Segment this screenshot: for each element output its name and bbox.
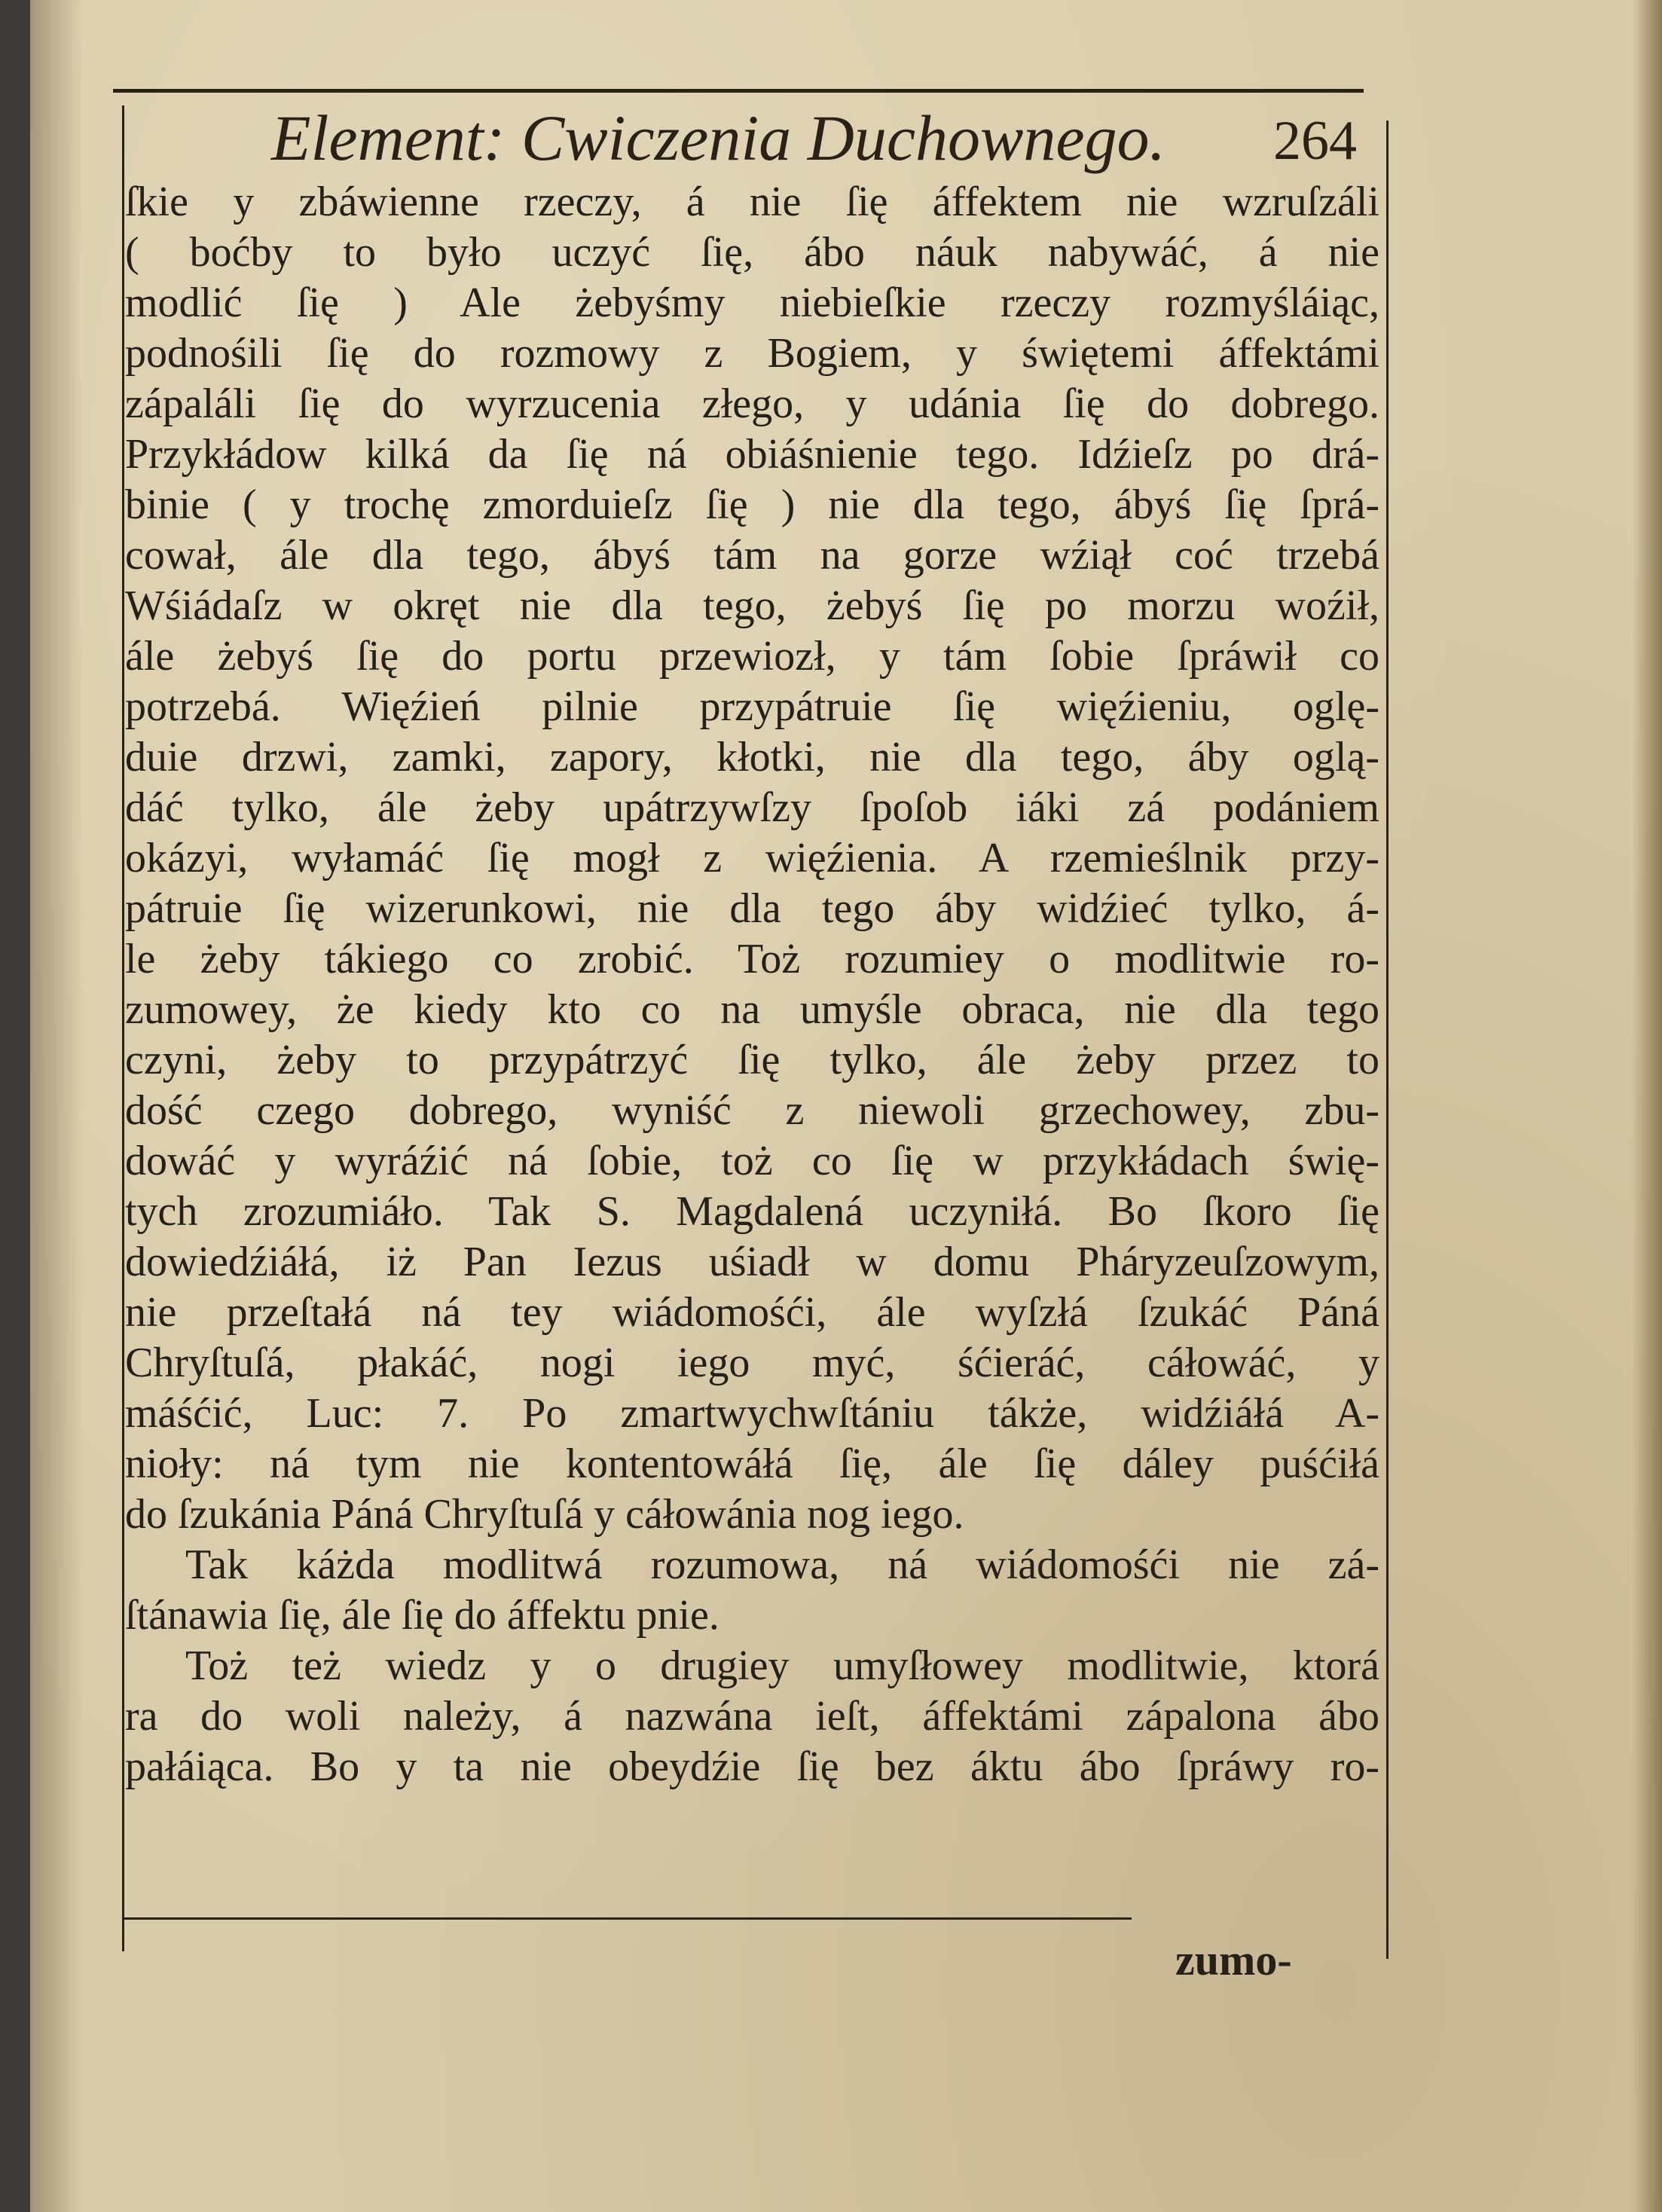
body-text bbox=[125, 177, 1379, 1792]
page-edge bbox=[1632, 0, 1662, 2212]
text-line: zumowey, że kiedy kto co na umyśle obraca, nie dla tego bbox=[125, 986, 1379, 1033]
text-line: tych zrozumiáło. Tak S. Magdalená uczyniłá. Bo ſkoro ſię bbox=[125, 1188, 1379, 1235]
text-line: czyni, żeby to przypátrzyć ſię tylko, ále żeby przez to bbox=[125, 1037, 1379, 1083]
page-header bbox=[113, 94, 1394, 181]
catchword: zumo- bbox=[1175, 1936, 1292, 1984]
right-border-rule bbox=[1386, 121, 1389, 1959]
text-line: Przykłádow kilká da ſię ná obiáśnienie tego. Idźieſz po drá- bbox=[125, 431, 1379, 478]
text-line: dowáć y wyráźić ná ſobie, toż co ſię w przykłádach świę- bbox=[125, 1138, 1379, 1184]
text-line: ále żebyś ſię do portu przewiozł, y tám ſobie ſpráwił co bbox=[125, 633, 1379, 680]
text-line: nioły: ná tym nie kontentowáłá ſię, ále ſię dáley puśćiłá bbox=[125, 1441, 1379, 1487]
text-line: nie przeſtałá ná tey wiádomośći, ále wyſzłá ſzukáć Páná bbox=[125, 1289, 1379, 1336]
text-line: okázyi, wyłamáć ſię mogł z więźienia. A rzemieślnik przy- bbox=[125, 835, 1379, 881]
text-line: ſkie y zbáwienne rzeczy, á nie ſię áffektem nie wzruſzáli bbox=[125, 179, 1379, 225]
text-line: podnośili ſię do rozmowy z Bogiem, y świętemi áffektámi bbox=[125, 330, 1379, 377]
text-line: le żeby tákiego co zrobić. Toż rozumiey o modlitwie ro- bbox=[125, 936, 1379, 982]
text-line: Toż też wiedz y o drugiey umyſłowey modlitwie, ktorá bbox=[185, 1642, 1379, 1689]
text-line: dość czego dobrego, wyniść z niewoli grzechowey, zbu- bbox=[125, 1087, 1379, 1134]
text-line: Wśiádaſz w okręt nie dla tego, żebyś ſię po morzu woźił, bbox=[125, 582, 1379, 629]
text-line: zápaláli ſię do wyrzucenia złego, y udánia ſię do dobrego. bbox=[125, 380, 1379, 427]
text-line: potrzebá. Więźień pilnie przypátruie ſię więźieniu, oglę- bbox=[125, 683, 1379, 730]
book-page bbox=[30, 0, 1662, 2212]
text-line: Tak káżda modlitwá rozumowa, ná wiádomośći nie zá- bbox=[185, 1541, 1379, 1588]
spine-shadow bbox=[30, 0, 83, 2212]
text-line: duie drzwi, zamki, zapory, kłotki, nie dla tego, áby oglą- bbox=[125, 734, 1379, 781]
page-number: 264 bbox=[1273, 110, 1357, 172]
text-line: cował, ále dla tego, ábyś tám na gorze wźiął coć trzebá bbox=[125, 532, 1379, 579]
text-line: modlić ſię ) Ale żebyśmy niebieſkie rzeczy rozmyśláiąc, bbox=[125, 280, 1379, 326]
text-line: ra do woli należy, á nazwána ieſt, áffektámi zápalona ábo bbox=[125, 1693, 1379, 1740]
text-line: ſtánawia ſię, ále ſię do áffektu pnie. bbox=[125, 1592, 719, 1639]
text-line: máśćić, Luc: 7. Po zmartwychwſtániu tákże, widźiáłá A- bbox=[125, 1390, 1379, 1437]
text-line: pátruie ſię wizerunkowi, nie dla tego áby widźieć tylko, á- bbox=[125, 885, 1379, 932]
text-line: ( boćby to było uczyć ſię, ábo náuk nabywáć, á nie bbox=[125, 229, 1379, 276]
text-line: pałáiąca. Bo y ta nie obeydźie ſię bez áktu ábo ſpráwy ro- bbox=[125, 1743, 1379, 1790]
header-rule bbox=[113, 89, 1364, 93]
footer-rule bbox=[122, 1917, 1132, 1920]
text-line: Chryſtuſá, płakáć, nogi iego myć, śćieráć, cáłowáć, y bbox=[125, 1340, 1379, 1386]
text-line: binie ( y trochę zmorduieſz ſię ) nie dla tego, ábyś ſię ſprá- bbox=[125, 481, 1379, 528]
text-line: do ſzukánia Páná Chryſtuſá y cáłowánia nog iego. bbox=[125, 1491, 964, 1538]
left-border-rule bbox=[122, 105, 124, 1951]
text-line: dáć tylko, ále żeby upátrzywſzy ſpoſob iáki zá podániem bbox=[125, 784, 1379, 831]
text-line: dowiedźiáłá, iż Pan Iezus uśiadł w domu Pháryzeuſzowym, bbox=[125, 1239, 1379, 1285]
running-title: Element: Cwiczenia Duchownego. bbox=[271, 102, 1166, 174]
